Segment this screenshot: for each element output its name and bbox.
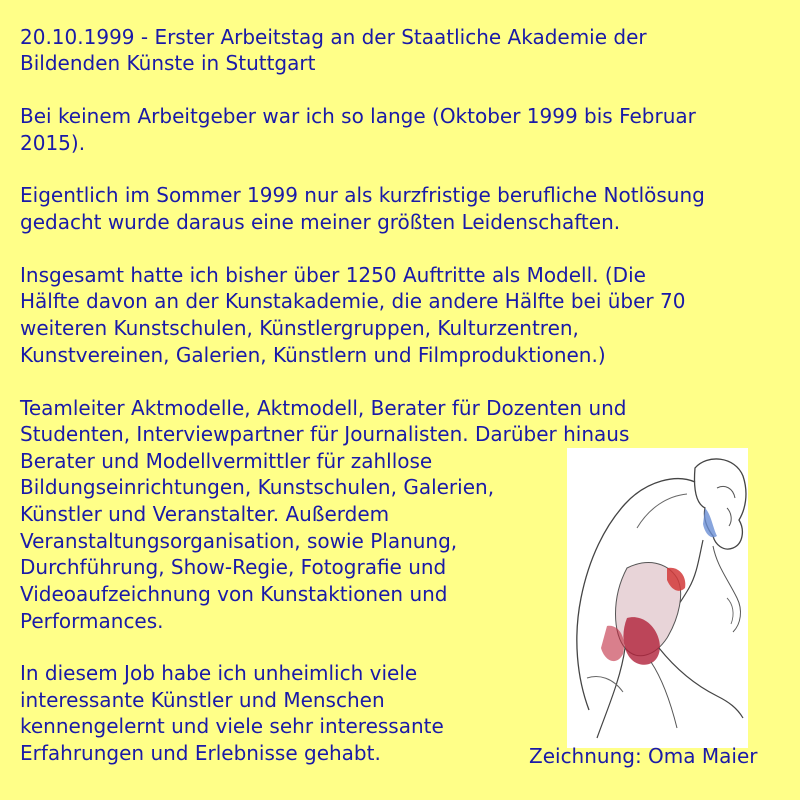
paragraph-line: Durchführung, Show-Regie, Fotografie und xyxy=(20,555,447,579)
paragraph-line: Veranstaltungsorganisation, sowie Planung, xyxy=(20,529,458,553)
paragraph-line: gedacht wurde daraus eine meiner größten Leidenschaften. xyxy=(20,210,621,234)
paragraph-line: interessante Künstler und Menschen xyxy=(20,688,385,712)
paragraph-line: Hälfte davon an der Kunstakademie, die andere Hälfte bei über 70 xyxy=(20,289,686,313)
figure-drawing xyxy=(567,448,748,748)
paragraph-line: Erfahrungen und Erlebnisse gehabt. xyxy=(20,741,381,765)
paragraph-line: Berater und Modellvermittler für zahllose xyxy=(20,449,433,473)
paragraph-line: Insgesamt hatte ich bisher über 1250 Auftritte als Modell. (Die xyxy=(20,263,646,287)
paragraph-line: Videoaufzeichnung von Kunstaktionen und xyxy=(20,582,448,606)
paragraph-line: In diesem Job habe ich unheimlich viele xyxy=(20,661,418,685)
paragraph-line: Performances. xyxy=(20,609,164,633)
paragraph-line: Eigentlich im Sommer 1999 nur als kurzfristige berufliche Notlösung xyxy=(20,183,705,207)
paragraph-line: 2015). xyxy=(20,131,86,155)
paragraph-line: kennengelernt und viele sehr interessante xyxy=(20,714,444,738)
paragraph-line: Studenten, Interviewpartner für Journalisten. Darüber hinaus xyxy=(20,422,630,446)
drawing-caption: Zeichnung: Oma Maier xyxy=(529,744,758,768)
paragraph-line: Kunstvereinen, Galerien, Künstlern und Filmproduktionen.) xyxy=(20,343,606,367)
paragraph-line: Künstler und Veranstalter. Außerdem xyxy=(20,502,390,526)
paragraph-line: Bildenden Künste in Stuttgart xyxy=(20,51,316,75)
paragraph-line: 20.10.1999 - Erster Arbeitstag an der Staatliche Akademie der xyxy=(20,25,647,49)
paragraph-line: Bildungseinrichtungen, Kunstschulen, Galerien, xyxy=(20,475,495,499)
paragraph-line: weiteren Kunstschulen, Künstlergruppen, Kulturzentren, xyxy=(20,316,579,340)
paragraph-line: Bei keinem Arbeitgeber war ich so lange (Oktober 1999 bis Februar xyxy=(20,104,696,128)
paragraph-line: Teamleiter Aktmodelle, Aktmodell, Berater für Dozenten und xyxy=(20,396,627,420)
